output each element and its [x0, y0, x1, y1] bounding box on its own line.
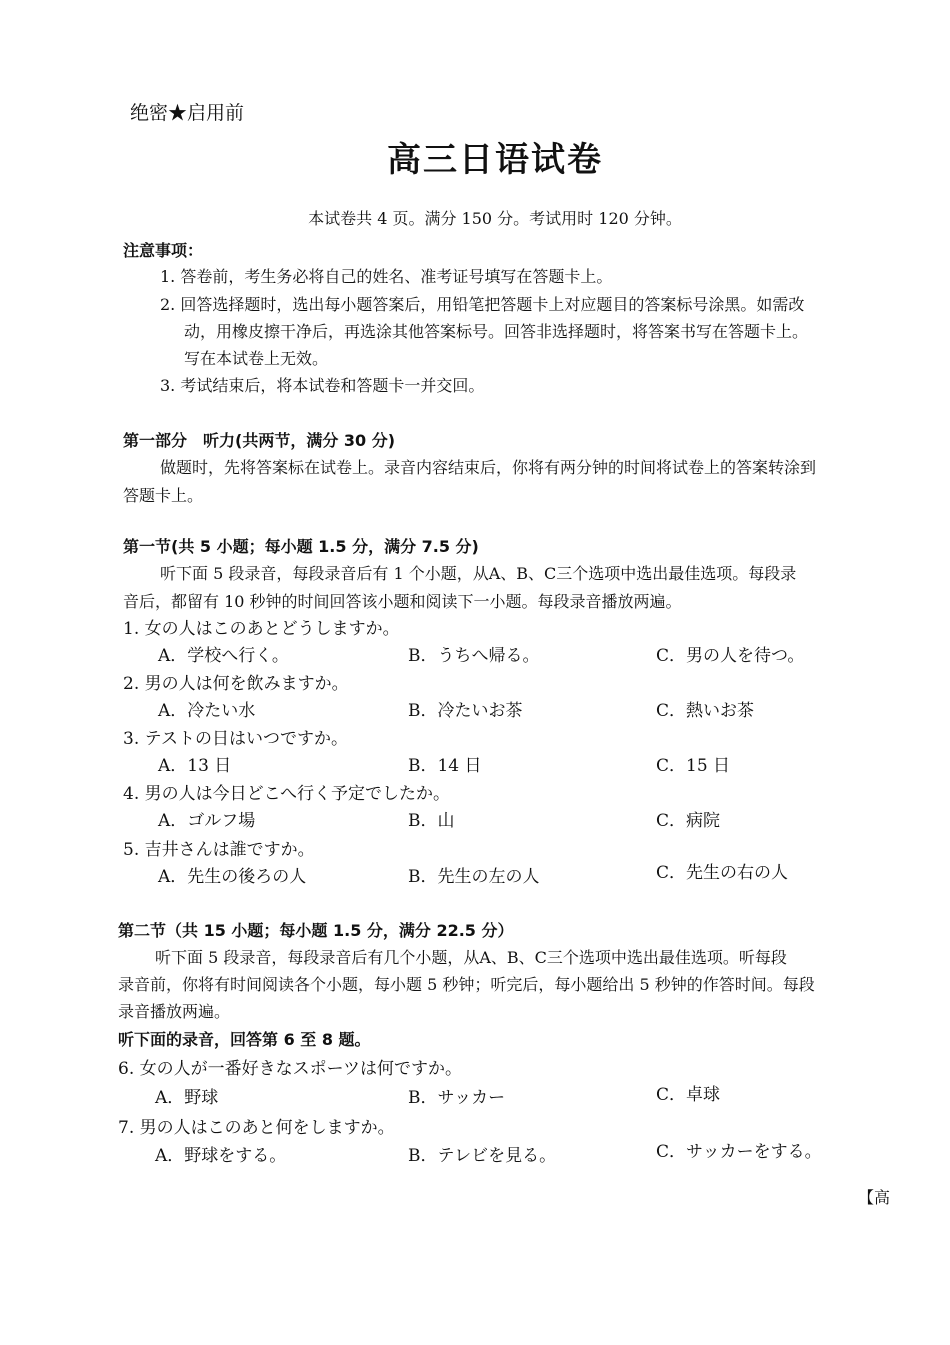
section1-heading: 第一节(共 5 小题；每小题 1.5 分，满分 7.5 分) [123, 537, 479, 556]
question-1: 1. 女の人はこのあとどうしますか。 [123, 619, 400, 639]
question-1-option-a: A．学校へ行く。 [158, 646, 289, 666]
section2-intro: 听下面 5 段录音，每段录音后有几个小题，从A、B、C三个选项中选出最佳选项。听每段 [155, 948, 787, 967]
question-1-option-c: C．男の人を待つ。 [656, 646, 805, 666]
exam-info: 本试卷共 4 页。满分 150 分。考试用时 120 分钟。 [308, 209, 682, 228]
notice-item: 2. 回答选择题时，选出每小题答案后，用铅笔把答题卡上对应题目的答案标号涂黑。如需改 [160, 295, 805, 314]
question-5: 5. 吉井さんは誰ですか。 [123, 840, 315, 860]
question-3-option-c: C．15 日 [656, 756, 731, 776]
question-6-option-b: B．サッカー [408, 1088, 506, 1108]
question-1-option-b: B．うちへ帰る。 [408, 646, 540, 666]
notice-heading: 注意事项： [123, 241, 204, 260]
notice-item: 3. 考试结束后，将本试卷和答题卡一并交回。 [160, 376, 485, 395]
question-6-option-c: C．卓球 [656, 1085, 721, 1105]
question-4-option-b: B．山 [408, 811, 455, 831]
question-2-option-c: C．熱いお茶 [656, 701, 755, 721]
part1-intro: 做题时，先将答案标在试卷上。录音内容结束后，你将有两分钟的时间将试卷上的答案转涂到 [160, 458, 817, 477]
page-footer-fragment: 【高 [858, 1188, 891, 1207]
question-3-option-a: A．13 日 [158, 756, 232, 776]
question-6: 6. 女の人が一番好きなスポーツは何ですか。 [118, 1059, 462, 1079]
question-6-option-a: A．野球 [155, 1088, 219, 1108]
question-2-option-a: A．冷たい水 [158, 701, 256, 721]
question-3: 3. テストの日はいつですか。 [123, 729, 348, 749]
question-7: 7. 男の人はこのあと何をしますか。 [118, 1118, 395, 1138]
notice-item: 1. 答卷前，考生务必将自己的姓名、准考证号填写在答题卡上。 [160, 267, 613, 286]
question-2: 2. 男の人は何を飲みますか。 [123, 674, 349, 694]
page-title: 高三日语试卷 [387, 140, 603, 180]
question-7-option-a: A．野球をする。 [155, 1146, 287, 1166]
question-7-option-c: C．サッカーをする。 [656, 1142, 822, 1162]
question-5-option-b: B．先生の左の人 [408, 867, 540, 887]
part1-intro-continued: 答题卡上。 [123, 486, 204, 505]
question-4: 4. 男の人は今日どこへ行く予定でしたか。 [123, 784, 450, 804]
question-4-option-a: A．ゴルフ場 [158, 811, 256, 831]
notice-item-continued: 动，用橡皮擦干净后，再选涂其他答案标号。回答非选择题时，将答案书写在答题卡上。 [184, 322, 809, 341]
question-2-option-b: B．冷たいお茶 [408, 701, 523, 721]
question-3-option-b: B．14 日 [408, 756, 482, 776]
section2-intro-continued: 录音前，你将有时间阅读各个小题，每小题 5 秒钟；听完后，每小题给出 5 秒钟的作答时间。每段 [118, 975, 815, 994]
question-5-option-a: A．先生の後ろの人 [158, 867, 307, 887]
section2-intro-continued: 录音播放两遍。 [118, 1002, 231, 1021]
section1-intro-continued: 音后，都留有 10 秒钟的时间回答该小题和阅读下一小题。每段录音播放两遍。 [123, 592, 682, 611]
notice-item-continued: 写在本试卷上无效。 [184, 349, 329, 368]
question-4-option-c: C．病院 [656, 811, 721, 831]
confidential-label: 绝密★启用前 [130, 102, 245, 124]
part1-heading: 第一部分 听力(共两节，满分 30 分) [123, 431, 396, 450]
listen-note: 听下面的录音，回答第 6 至 8 题。 [118, 1030, 371, 1049]
section1-intro: 听下面 5 段录音，每段录音后有 1 个小题，从A、B、C三个选项中选出最佳选项。每段录 [160, 564, 797, 583]
question-7-option-b: B．テレビを見る。 [408, 1146, 557, 1166]
section2-heading: 第二节（共 15 小题；每小题 1.5 分，满分 22.5 分） [118, 921, 514, 940]
question-5-option-c: C．先生の右の人 [656, 863, 789, 883]
